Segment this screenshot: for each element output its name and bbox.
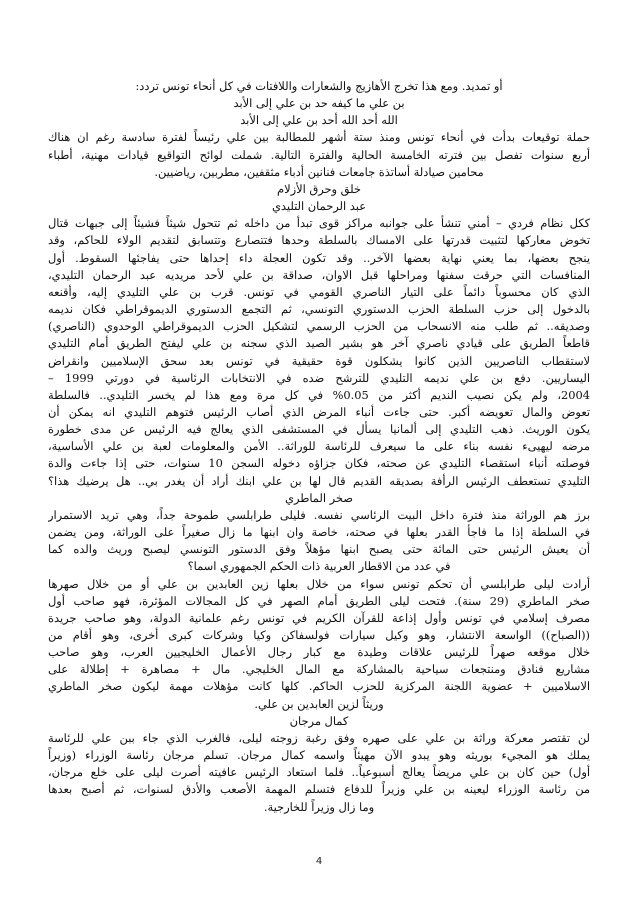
text-line: أن يعيش الرئيس حتى المائة حتى يصبح ابنها مؤهلاً وفق الدستور التونسي ليصبح وريث والده كما bbox=[48, 542, 590, 557]
text-line: يكون الوريث. ذهب التليدي إلى ألمانيا يسأل في المستشفى الذي يعالج فيه الرئيس عن مدى خطورة bbox=[48, 422, 590, 437]
page-number: 4 bbox=[315, 856, 323, 867]
text-line: أربع سنوات تفصل بين فترته الخامسة الحالية والفترة التالية. شملت لوائح التواقيع قيادات مهنية، أطباء bbox=[48, 147, 590, 162]
text-line: وما زال وزيراً للخارجية. bbox=[263, 799, 375, 814]
text-line: المنافسات التي حرقت سفنها ومراحلها قبل الاوان، صداقة بن علي لأحد مريديه عبد الرحمان التليدي، bbox=[48, 267, 590, 282]
text-line: في السلطة إذا ما فاجأ القدر بعلها في صحته، خاصة وان ابنها ما زال صغيراً على الوراثة، ومن يضمن bbox=[48, 525, 590, 540]
section-heading: خلق وحرق الأزلام bbox=[277, 181, 361, 196]
text-line: فوصلته أنباء استقصاء التليدي عن صحته، فكان جزاؤه دخوله السجن 10 سنوات، حتى إذا جاءت والدة bbox=[48, 456, 590, 471]
text-line: قاطعاً الطريق على قيادي ناصري آخر هو بشير الصيد الذي سجنه بن علي ليفتح الطريق أمام التليدي bbox=[48, 336, 590, 351]
text-line: اليساريين. دفع بن علي نديمه التليدي للترشح ضده في الانتخابات الرئاسية في دورتي 1999 – bbox=[48, 370, 590, 385]
text-line: لاستقطاب الناصريين الذين كانوا يشكلون قوة حقيقية في تونس بعد سحق الإسلاميين وانقراض bbox=[48, 353, 590, 368]
text-line: ككل نظام فردي – أمني تنشأ على جوانبه مراكز قوى تبدأ من داخله ثم تتحول شيئاً فشيئاً إلى جبهات قتال bbox=[48, 216, 590, 231]
text-line: 2004، ولم يكن نصيب النديم أكثر من 0.05% في كل مرة ومع هذا لم يخسر التليدي.. فالسلطة bbox=[48, 387, 590, 402]
text-line: محامين صيادلة أساتذة جامعات فنانين أدباء مثقفين، مطربين، رياضيين. bbox=[154, 164, 484, 179]
text-line: وريثاً لزين العابدين بن علي. bbox=[254, 696, 384, 711]
subsection-heading: كمال مرجان bbox=[289, 713, 349, 728]
slogan-line: بن علي ما كيفه حد بن علي إلى الأبد bbox=[233, 96, 405, 111]
text-line: مشاريع فنادق ومنتجعات سياحية بالمشاركة مع المال الخليجي. مال + مصاهرة + إطلالة على bbox=[48, 662, 590, 677]
text-line: ينجح بعضها، بما يعني نهاية بعضها الآخر.. وقد تكون العجلة داء إحداها حتى يفاجئها السقوط. أول bbox=[48, 250, 590, 265]
text-line: مصرف إسلامي في تونس وأول إذاعة للقرآن الكريم في تونس رغم علمانية الدولة، وهو صاحب جريدة bbox=[48, 610, 590, 625]
text-line: أرادت ليلى طرابلسي أن تحكم تونس سواء من خلال بعلها زين العابدين بن علي أو من خلال صهرها bbox=[48, 576, 590, 591]
text-line: صخر الماطري (29 سنة). فتحت ليلى الطريق أمام الصهر في كل المجالات المؤثرة، فهو صاحب أول bbox=[48, 593, 590, 608]
text-line: لن تقتصر معركة وراثة بن علي على صهره وفق رغبة زوجته ليلى، فالغرب الذي جاء ببن علي للرئاسة bbox=[48, 730, 590, 745]
document-body bbox=[48, 78, 590, 816]
text-line: خلال موقعه صهراً للرئيس علاقات وطيدة مع كبار رجال الأعمال الخليجيين العرب، وهو صاحب bbox=[48, 645, 590, 660]
text-line: مرضه ليهيىء نفسه بناء على ما سيعرف للرئاسة للوراثة.. الأمن والمعلومات لعبة بن علي الأساسية، bbox=[48, 439, 590, 454]
text-line: من رئاسة الوزراء ليعينه بن علي وزيراً للدفاع فتسلم المهمة الأصعب والأدق لسنوات، ثم أصبح بعدها bbox=[48, 782, 590, 797]
text-line: التليدي تستعطف الرئيس الرأفة بصديقه القديم قال لها بن علي ابنك أراد أن يغدر بي.. هل يرضيك هذا؟ bbox=[48, 473, 590, 488]
text-line: الاسلاميين + عضوية اللجنة المركزية للحزب الحاكم. كلها كانت مؤهلات مهمة ليكون صخر الماطري bbox=[48, 679, 590, 694]
text-line: ((الصباح)) الواسعة الانتشار، وهو وكيل سيارات فولسفاكن وكيا وشركات كبرى أخرى، وهو أقام من bbox=[48, 628, 590, 642]
subsection-heading: صخر الماطري bbox=[285, 490, 353, 505]
text-line: أو تمديد. ومع هذا تخرج الأهازيج والشعارات واللافتات في كل أنحاء تونس تردد: bbox=[135, 79, 503, 93]
text-line: تخوض معاركها لتثبيت قدرتها على الامساك بالسلطة وحدها فتتصارع وتتسابق لتقديم الولاء للحاكم، وقد bbox=[48, 233, 590, 248]
text-line: بالدخول إلى حزب السلطة الحزب الدستوري التونسي، ثم التجمع الدستوري الديموقراطي فكان نديمه bbox=[48, 302, 590, 317]
text-line: في عدد من الاقطار العربية ذات الحكم الجمهوري اسما؟ bbox=[187, 559, 451, 574]
text-line: يملك هو المجيء بوريثه وهو يبدو الآن مهيئاً واسمه كمال مرجان. تسلم مرجان رئاسة الوزراء (وزيراً bbox=[48, 748, 590, 763]
text-line: تعوض والمال تعويضه أكبر. حتى جاءت أنباء المرض الذي أصاب الرئيس فتوهم التليدي انه يمكن أن bbox=[48, 404, 590, 419]
text-line: حملة توقيعات بدأت في أنحاء تونس ومنذ ستة أشهر للمطالبة بين علي رئيساً لفترة سادسة رغم ان هناك bbox=[48, 130, 590, 145]
text-line: برز هم الوراثة منذ فترة داخل البيت الرئاسي نفسه. فليلى طرابلسي طموحة جداً، وهي تريد الاستمرار bbox=[48, 507, 590, 522]
text-line: أول) حين كان بن علي مريضاً يعالج أسبوعياً.. فلما استعاد الرئيس عافيته أصرت ليلى على خلع مرجان، bbox=[48, 765, 590, 780]
text-line: وصديقه.. ثم طلب منه الانسحاب من الحزب الرسمي لتشكيل الحزب الديموقراطي الوحدوي (الناصري) bbox=[48, 319, 590, 334]
subsection-heading: عبد الرحمان التليدي bbox=[271, 199, 366, 214]
text-line: الذي كان محسوباً دائماً على التيار الناصري القومي في تونس. قرب بن علي التليدي إليه، وأقنعه bbox=[48, 284, 590, 299]
slogan-line: الله أحد الله أحد بن علي إلى الأبد bbox=[240, 113, 398, 128]
